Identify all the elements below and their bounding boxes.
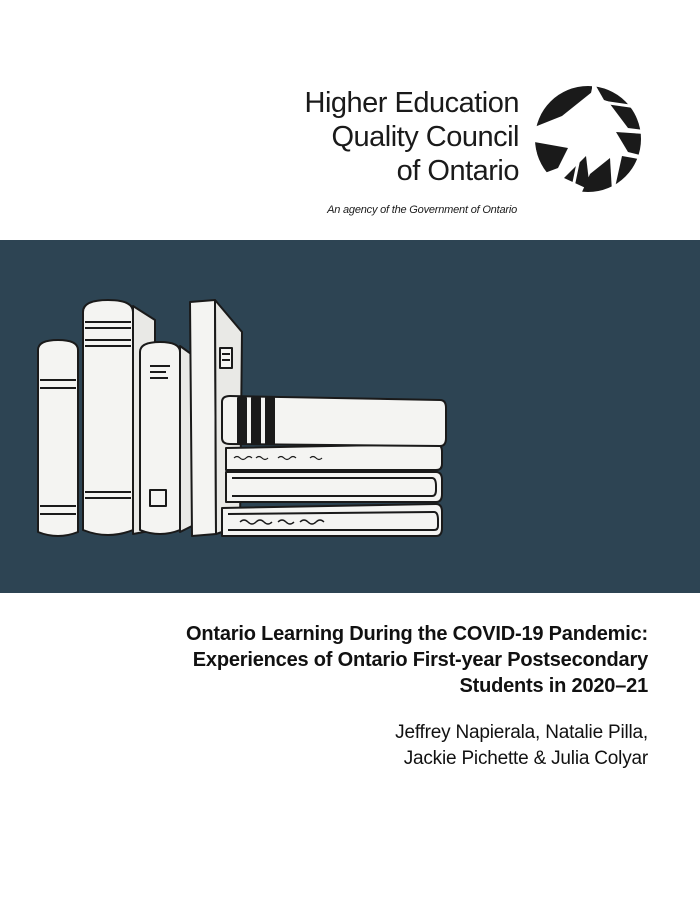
report-authors-line-2: Jackie Pichette & Julia Colyar <box>403 748 648 769</box>
organization-name-line-3: of Ontario <box>396 155 519 187</box>
books-banner <box>0 240 700 593</box>
books-illustration <box>0 240 700 593</box>
organization-name <box>305 86 519 188</box>
report-title-line-1: Ontario Learning During the COVID-19 Pandemic: <box>186 623 648 645</box>
organization-name-line-1: Higher Education <box>304 87 519 119</box>
heqco-logo-icon <box>532 86 644 192</box>
book-stack-bottom <box>222 504 442 536</box>
report-authors-line-1: Jeffrey Napierala, Natalie Pilla, <box>395 722 648 743</box>
book-stack-middle <box>226 472 442 502</box>
report-title-line-2: Experiences of Ontario First-year Postsecondary <box>192 649 648 671</box>
book-4 <box>190 300 216 536</box>
organization-name-line-2: Quality Council <box>331 121 519 153</box>
report-authors <box>395 720 648 772</box>
report-title-line-3: Students in 2020–21 <box>459 675 648 697</box>
organization-tagline: An agency of the Government of Ontario <box>327 204 517 216</box>
book-2 <box>83 300 133 535</box>
report-title <box>28 621 648 699</box>
